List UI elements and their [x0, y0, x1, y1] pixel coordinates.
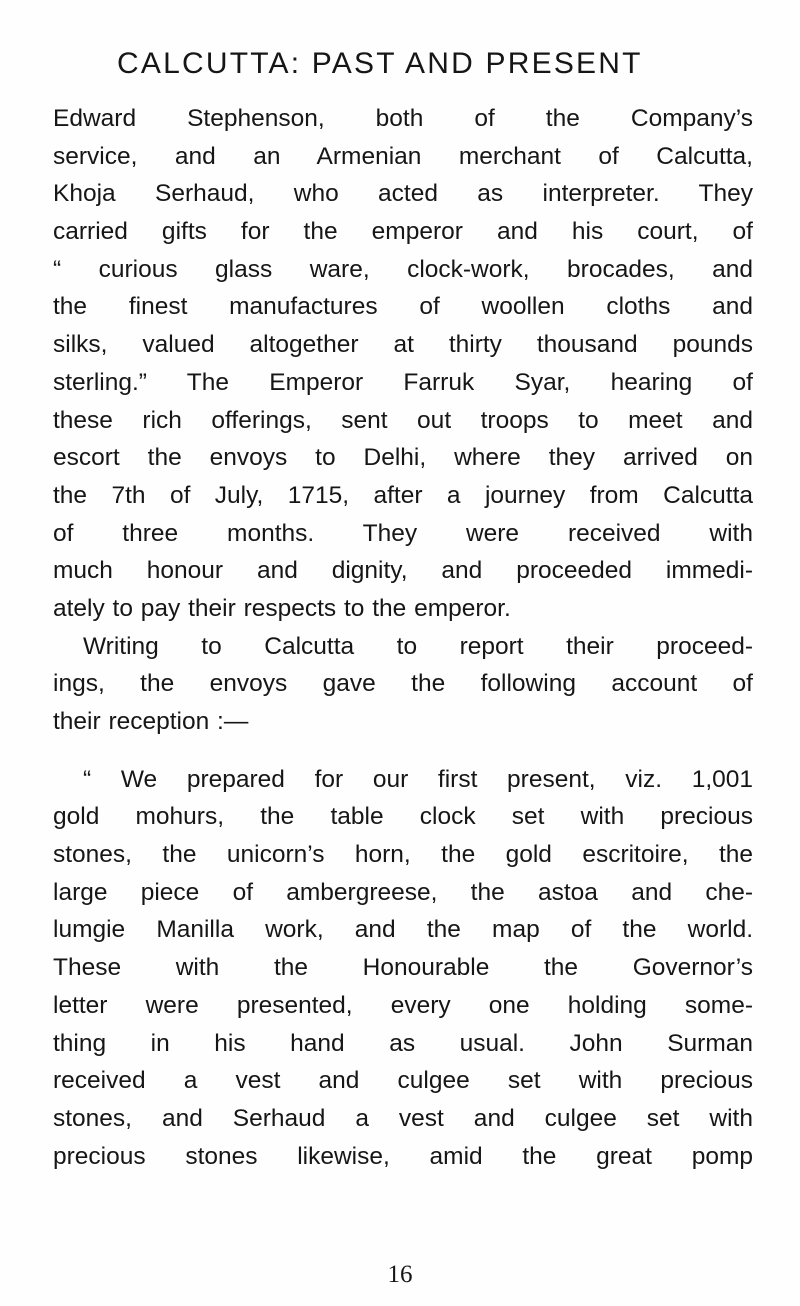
text-line: received a vest and culgee set with precious	[53, 1067, 753, 1095]
page-number: 16	[387, 1261, 413, 1288]
text-line: Khoja Serhaud, who acted as interpreter. They	[53, 180, 753, 208]
text-line: These with the Honourable the Governor’s	[53, 954, 753, 982]
text-line: lumgie Manilla work, and the map of the world.	[53, 916, 753, 944]
text-line: sterling.” The Emperor Farruk Syar, hearing of	[53, 368, 753, 396]
text-line: the finest manufactures of woollen cloths and	[53, 293, 753, 321]
body-text	[53, 100, 753, 1175]
text-line: silks, valued altogether at thirty thousand pounds	[53, 331, 753, 359]
quotation-paragraph	[53, 761, 753, 1176]
text-line: thing in his hand as usual. John Surman	[53, 1029, 753, 1057]
text-line: ately to pay their respects to the emperor.	[53, 594, 511, 622]
paragraph-1	[53, 100, 753, 628]
text-line: “ curious glass ware, clock-work, brocades, and	[53, 255, 753, 283]
text-line: letter were presented, every one holding some-	[53, 991, 753, 1019]
running-head: CALCUTTA: PAST AND PRESENT	[117, 47, 643, 80]
text-line: precious stones likewise, amid the great pomp	[53, 1142, 753, 1170]
text-line: their reception :—	[53, 708, 249, 735]
text-line: these rich offerings, sent out troops to meet and	[53, 406, 753, 434]
text-line: stones, the unicorn’s horn, the gold escritoire, the	[53, 841, 753, 869]
text-line: the 7th of July, 1715, after a journey from Calcutta	[53, 481, 753, 509]
text-line: large piece of ambergreese, the astoa and che-	[53, 878, 753, 906]
text-line: stones, and Serhaud a vest and culgee set with	[53, 1104, 753, 1132]
text-line: escort the envoys to Delhi, where they arrived on	[53, 444, 753, 472]
text-line: service, and an Armenian merchant of Calcutta,	[53, 142, 753, 170]
text-line: Edward Stephenson, both of the Company’s	[53, 105, 753, 132]
text-line: much honour and dignity, and proceeded immedi-	[53, 557, 753, 585]
paragraph-2	[53, 628, 753, 741]
text-line: carried gifts for the emperor and his court, of	[53, 218, 753, 246]
text-line: “ We prepared for our first present, viz. 1,001	[83, 765, 753, 793]
text-line: ings, the envoys gave the following account of	[53, 670, 753, 698]
text-line: of three months. They were received with	[53, 519, 753, 547]
text-line: Writing to Calcutta to report their proceed-	[83, 632, 753, 660]
text-line: gold mohurs, the table clock set with precious	[53, 803, 753, 831]
paragraph-gap	[53, 741, 753, 761]
